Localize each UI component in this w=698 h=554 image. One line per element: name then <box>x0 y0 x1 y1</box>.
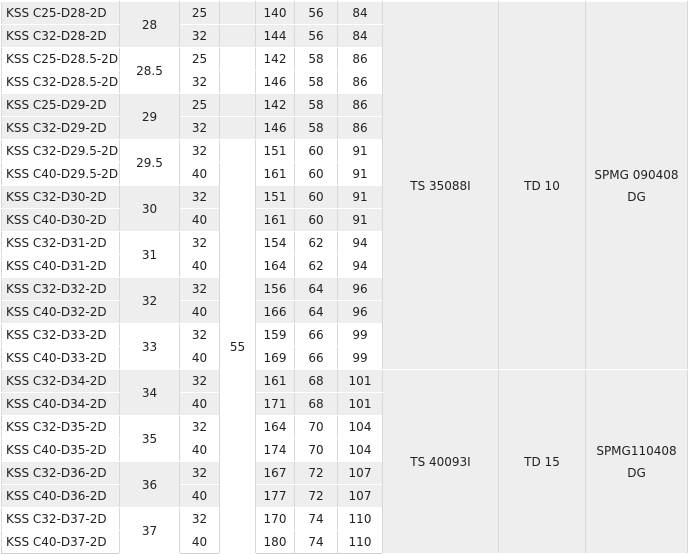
empty-cell <box>220 25 256 48</box>
code-cell: KSS C40-D37-2D <box>2 531 120 554</box>
code-cell: KSS C40-D29.5-2D <box>2 163 120 186</box>
col5-cell: 74 <box>295 508 338 531</box>
insert-cell <box>586 370 688 554</box>
length-cell: 166 <box>256 301 295 324</box>
diameter-cell: 36 <box>120 462 180 508</box>
col6-cell: 91 <box>338 140 383 163</box>
code-cell: KSS C32-D36-2D <box>2 462 120 485</box>
col5-cell: 58 <box>295 48 338 71</box>
diameter-cell: 29.5 <box>120 140 180 186</box>
code-cell: KSS C40-D30-2D <box>2 209 120 232</box>
diameter-cell: 35 <box>120 416 180 462</box>
col6-cell: 110 <box>338 531 383 554</box>
shank-cell: 40 <box>180 255 220 278</box>
code-cell: KSS C32-D33-2D <box>2 324 120 347</box>
shank-cell: 40 <box>180 485 220 508</box>
shank-cell: 32 <box>180 71 220 94</box>
col5-cell: 74 <box>295 531 338 554</box>
length-cell: 144 <box>256 25 295 48</box>
length-cell: 151 <box>256 140 295 163</box>
col5-cell: 56 <box>295 25 338 48</box>
code-cell: KSS C40-D32-2D <box>2 301 120 324</box>
col6-cell: 94 <box>338 255 383 278</box>
empty-cell <box>220 94 256 117</box>
length-cell: 167 <box>256 462 295 485</box>
length-cell: 169 <box>256 347 295 370</box>
col5-cell: 58 <box>295 117 338 140</box>
length-cell: 180 <box>256 531 295 554</box>
shank-cell: 40 <box>180 209 220 232</box>
shank-cell: 32 <box>180 25 220 48</box>
length-cell: 164 <box>256 416 295 439</box>
table-row <box>2 2 688 25</box>
empty-cell <box>220 71 256 94</box>
col6-cell: 84 <box>338 2 383 25</box>
col5-cell: 60 <box>295 163 338 186</box>
col5-cell: 62 <box>295 232 338 255</box>
col5-cell: 62 <box>295 255 338 278</box>
code-cell: KSS C32-D37-2D <box>2 508 120 531</box>
shank-cell: 32 <box>180 416 220 439</box>
shank-cell: 32 <box>180 462 220 485</box>
shank-cell: 40 <box>180 439 220 462</box>
length-cell: 154 <box>256 232 295 255</box>
code-cell: KSS C32-D30-2D <box>2 186 120 209</box>
col5-cell: 60 <box>295 186 338 209</box>
col5-cell: 72 <box>295 462 338 485</box>
diameter-cell: 32 <box>120 278 180 324</box>
col6-cell: 99 <box>338 324 383 347</box>
shank-cell: 32 <box>180 140 220 163</box>
diameter-cell: 31 <box>120 232 180 278</box>
diameter-cell: 37 <box>120 508 180 554</box>
shank-cell: 32 <box>180 324 220 347</box>
code-cell: KSS C40-D34-2D <box>2 393 120 416</box>
spec-table <box>1 1 688 554</box>
table-row <box>2 370 688 393</box>
length-cell: 146 <box>256 117 295 140</box>
col5-cell: 68 <box>295 393 338 416</box>
empty-cell <box>220 117 256 140</box>
col5-cell: 66 <box>295 347 338 370</box>
col5-cell: 64 <box>295 278 338 301</box>
common-value-cell: 55 <box>220 140 256 554</box>
length-cell: 164 <box>256 255 295 278</box>
code-cell: KSS C40-D36-2D <box>2 485 120 508</box>
col5-cell: 58 <box>295 71 338 94</box>
shank-cell: 25 <box>180 48 220 71</box>
insert-line: SPMG110408 <box>596 443 677 458</box>
col6-cell: 104 <box>338 416 383 439</box>
code-cell: KSS C32-D28-2D <box>2 25 120 48</box>
length-cell: 177 <box>256 485 295 508</box>
shank-cell: 32 <box>180 117 220 140</box>
length-cell: 142 <box>256 94 295 117</box>
col6-cell: 94 <box>338 232 383 255</box>
col5-cell: 70 <box>295 439 338 462</box>
insert-line: DG <box>627 189 646 204</box>
diameter-cell: 30 <box>120 186 180 232</box>
shank-cell: 40 <box>180 347 220 370</box>
empty-cell <box>220 2 256 25</box>
col6-cell: 99 <box>338 347 383 370</box>
shank-cell: 40 <box>180 163 220 186</box>
code-cell: KSS C25-D28-2D <box>2 2 120 25</box>
shank-cell: 32 <box>180 370 220 393</box>
length-cell: 171 <box>256 393 295 416</box>
code-cell: KSS C25-D28.5-2D <box>2 48 120 71</box>
col6-cell: 96 <box>338 278 383 301</box>
col6-cell: 101 <box>338 393 383 416</box>
col5-cell: 64 <box>295 301 338 324</box>
code-cell: KSS C32-D31-2D <box>2 232 120 255</box>
screw-cell: TS 35088I <box>383 2 499 370</box>
col5-cell: 72 <box>295 485 338 508</box>
length-cell: 161 <box>256 370 295 393</box>
diameter-cell: 28.5 <box>120 48 180 94</box>
shank-cell: 40 <box>180 531 220 554</box>
shank-cell: 32 <box>180 232 220 255</box>
key-cell: TD 15 <box>499 370 586 554</box>
diameter-cell: 33 <box>120 324 180 370</box>
shank-cell: 40 <box>180 393 220 416</box>
length-cell: 142 <box>256 48 295 71</box>
code-cell: KSS C32-D35-2D <box>2 416 120 439</box>
length-cell: 170 <box>256 508 295 531</box>
code-cell: KSS C32-D34-2D <box>2 370 120 393</box>
col6-cell: 104 <box>338 439 383 462</box>
diameter-cell: 34 <box>120 370 180 416</box>
col5-cell: 68 <box>295 370 338 393</box>
length-cell: 156 <box>256 278 295 301</box>
diameter-cell: 28 <box>120 2 180 48</box>
col6-cell: 91 <box>338 186 383 209</box>
col5-cell: 60 <box>295 209 338 232</box>
shank-cell: 25 <box>180 2 220 25</box>
code-cell: KSS C25-D29-2D <box>2 94 120 117</box>
col5-cell: 60 <box>295 140 338 163</box>
code-cell: KSS C32-D29-2D <box>2 117 120 140</box>
length-cell: 140 <box>256 2 295 25</box>
code-cell: KSS C40-D35-2D <box>2 439 120 462</box>
code-cell: KSS C40-D33-2D <box>2 347 120 370</box>
shank-cell: 32 <box>180 508 220 531</box>
key-cell: TD 10 <box>499 2 586 370</box>
length-cell: 161 <box>256 209 295 232</box>
col5-cell: 56 <box>295 2 338 25</box>
code-cell: KSS C32-D28.5-2D <box>2 71 120 94</box>
col6-cell: 107 <box>338 485 383 508</box>
col6-cell: 86 <box>338 117 383 140</box>
col5-cell: 66 <box>295 324 338 347</box>
col6-cell: 91 <box>338 163 383 186</box>
col6-cell: 101 <box>338 370 383 393</box>
empty-cell <box>220 48 256 71</box>
col6-cell: 91 <box>338 209 383 232</box>
diameter-cell: 29 <box>120 94 180 140</box>
col6-cell: 86 <box>338 94 383 117</box>
screw-cell: TS 40093I <box>383 370 499 554</box>
code-cell: KSS C32-D29.5-2D <box>2 140 120 163</box>
insert-line: SPMG 090408 <box>594 167 679 182</box>
col5-cell: 58 <box>295 94 338 117</box>
length-cell: 151 <box>256 186 295 209</box>
col6-cell: 84 <box>338 25 383 48</box>
insert-cell <box>586 2 688 370</box>
col6-cell: 107 <box>338 462 383 485</box>
length-cell: 161 <box>256 163 295 186</box>
length-cell: 174 <box>256 439 295 462</box>
code-cell: KSS C40-D31-2D <box>2 255 120 278</box>
col6-cell: 86 <box>338 71 383 94</box>
shank-cell: 40 <box>180 301 220 324</box>
col6-cell: 110 <box>338 508 383 531</box>
insert-line: DG <box>627 465 646 480</box>
shank-cell: 25 <box>180 94 220 117</box>
length-cell: 146 <box>256 71 295 94</box>
length-cell: 159 <box>256 324 295 347</box>
shank-cell: 32 <box>180 278 220 301</box>
col5-cell: 70 <box>295 416 338 439</box>
col6-cell: 96 <box>338 301 383 324</box>
col6-cell: 86 <box>338 48 383 71</box>
code-cell: KSS C32-D32-2D <box>2 278 120 301</box>
shank-cell: 32 <box>180 186 220 209</box>
